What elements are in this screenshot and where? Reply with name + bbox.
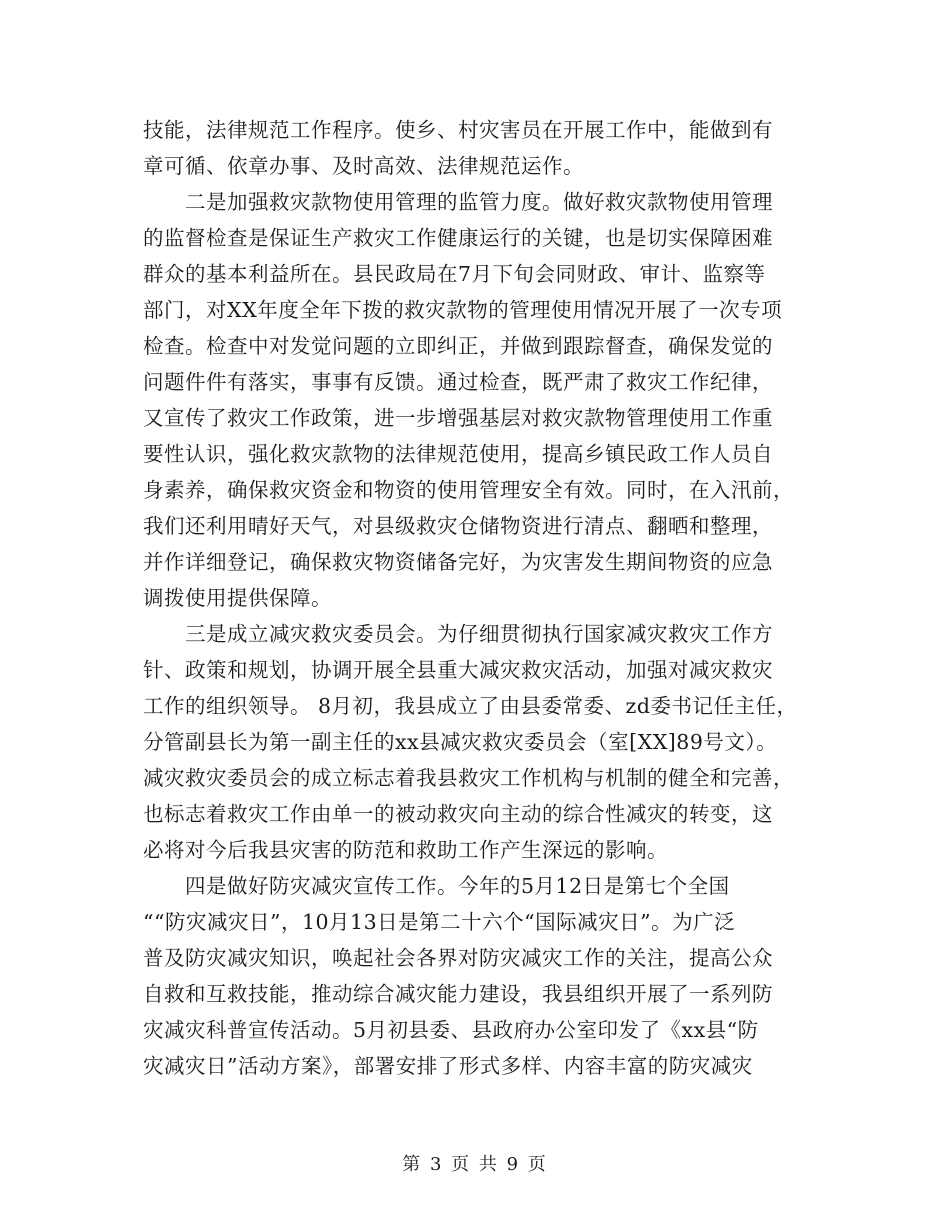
text-line: 问题件件有落实，事事有反馈。通过检查，既严肃了救灾工作纪律， <box>143 370 773 394</box>
text-line: 灾减灾科普宣传活动。5月初县委、县政府办公室印发了《xx县“防 <box>143 1018 759 1042</box>
text-line: 自救和互救技能，推动综合减灾能力建设，我县组织开展了一系列防 <box>143 982 773 1006</box>
document-body <box>143 112 863 1084</box>
text-line: 分管副县长为第一副主任的xx县减灾救灾委员会（室[XX]89号文）。 <box>143 730 778 754</box>
text-line: 群众的基本利益所在。县民政局在7月下旬会同财政、审计、监察等 <box>143 262 766 286</box>
paragraph-start-line: 二是加强救灾款物使用管理的监管力度。做好救灾款物使用管理 <box>185 190 773 214</box>
text-line: 章可循、依章办事、及时高效、法律规范运作。 <box>143 154 584 178</box>
text-line: 针、政策和规划，协调开展全县重大减灾救灾活动，加强对减灾救灾 <box>143 658 773 682</box>
text-line: 又宣传了救灾工作政策，进一步增强基层对救灾款物管理使用工作重 <box>143 406 773 430</box>
text-line: ““防灾减灾日”，10月13日是第二十六个“国际减灾日”。为广泛 <box>143 910 736 934</box>
text-line: 普及防灾减灾知识，唤起社会各界对防灾减灾工作的关注，提高公众 <box>143 946 773 970</box>
text-line: 调拨使用提供保障。 <box>143 586 332 610</box>
text-line: 技能，法律规范工作程序。使乡、村灾害员在开展工作中，能做到有 <box>143 118 773 142</box>
text-line: 必将对今后我县灾害的防范和救助工作产生深远的影响。 <box>143 838 668 862</box>
text-line: 部门，对XX年度全年下拨的救灾款物的管理使用情况开展了一次专项 <box>143 298 783 322</box>
paragraph-start-line: 四是做好防灾减灾宣传工作。今年的5月12日是第七个全国 <box>185 874 730 898</box>
text-line: 工作的组织领导。 8月初，我县成立了由县委常委、zd委书记任主任， <box>143 694 798 718</box>
text-line: 也标志着救灾工作由单一的被动救灾向主动的综合性减灾的转变，这 <box>143 802 773 826</box>
text-line: 检查。检查中对发觉问题的立即纠正，并做到跟踪督查，确保发觉的 <box>143 334 773 358</box>
page-number-footer: 第 3 页 共 9 页 <box>402 1154 548 1175</box>
text-line: 的监督检查是保证生产救灾工作健康运行的关键，也是切实保障困难 <box>143 226 773 250</box>
text-line: 并作详细登记，确保救灾物资储备完好，为灾害发生期间物资的应急 <box>143 550 773 574</box>
text-line: 灾减灾日”活动方案》，部署安排了形式多样、内容丰富的防灾减灾 <box>143 1054 753 1078</box>
text-line: 身素养，确保救灾资金和物资的使用管理安全有效。同时，在入汛前， <box>143 478 794 502</box>
paragraph-start-line: 三是成立减灾救灾委员会。为仔细贯彻执行国家减灾救灾工作方 <box>185 622 773 646</box>
text-line: 要性认识，强化救灾款物的法律规范使用，提高乡镇民政工作人员自 <box>143 442 773 466</box>
text-line: 减灾救灾委员会的成立标志着我县救灾工作机构与机制的健全和完善， <box>143 766 794 790</box>
text-line: 我们还利用晴好天气，对县级救灾仓储物资进行清点、翻晒和整理， <box>143 514 773 538</box>
